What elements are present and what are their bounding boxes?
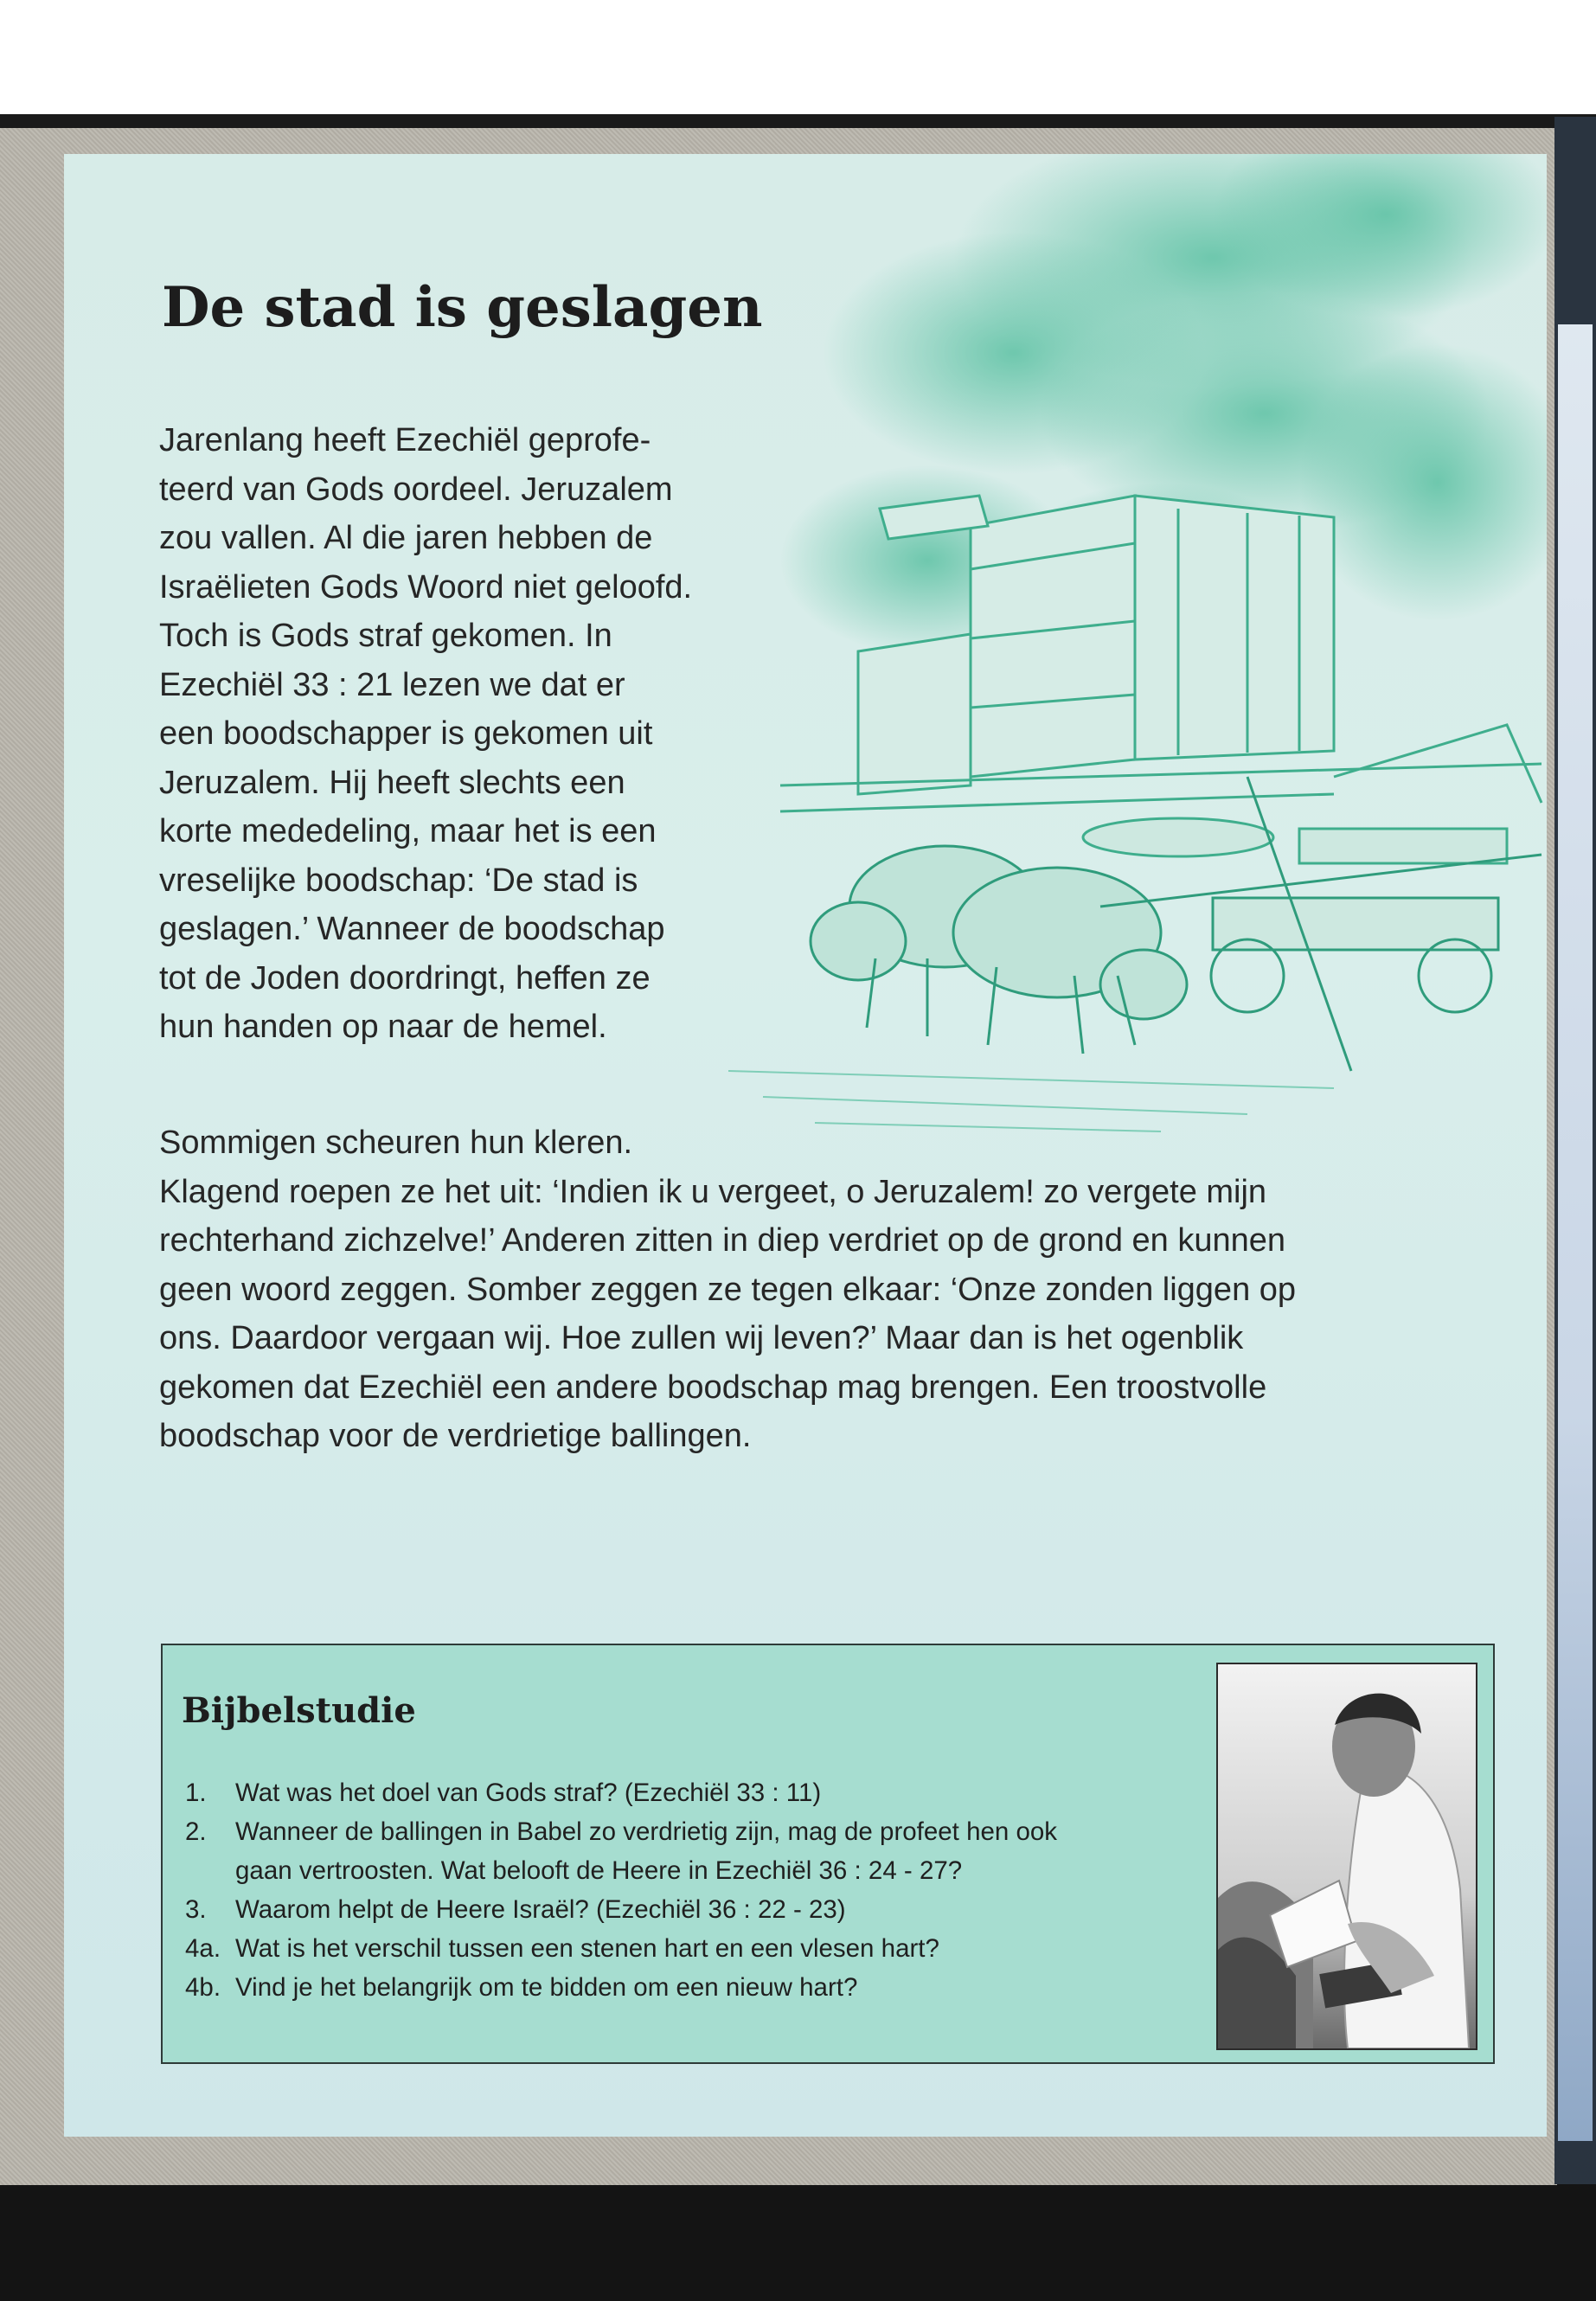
study-question — [185, 1812, 1215, 1890]
text-line: Sommigen scheuren hun kleren. — [159, 1125, 633, 1161]
bible-study-box — [161, 1644, 1495, 2064]
text-line: ons. Daardoor vergaan wij. Hoe zullen wij leven?’ Maar dan is het ogenblik — [159, 1320, 1244, 1356]
study-question — [185, 1929, 1215, 1968]
text-line: teerd van Gods oordeel. Jeruzalem — [159, 471, 673, 508]
question-number: 4b. — [185, 1973, 221, 2002]
jerusalem-ruins-illustration — [728, 154, 1547, 1149]
question-number: 1. — [185, 1779, 207, 1807]
study-question — [185, 1968, 1215, 2007]
text-line: geen woord zeggen. Somber zeggen ze tegen elkaar: ‘Onze zonden liggen op — [159, 1271, 1297, 1308]
second-paragraph — [159, 1118, 1457, 1461]
text-line: Jeruzalem. Hij heeft slechts een — [159, 764, 625, 801]
question-number: 3. — [185, 1895, 207, 1924]
text-line: korte mededeling, maar het is een — [159, 813, 657, 849]
book-page — [64, 154, 1547, 2137]
text-line: Israëlieten Gods Woord niet geloofd. — [159, 568, 693, 606]
reading-boy-photo — [1216, 1663, 1477, 2050]
question-text: Wanneer de ballingen in Babel zo verdrietig zijn, mag de profeet hen ook — [235, 1817, 1058, 1846]
text-line: rechterhand zichzelve!’ Anderen zitten in diep verdriet op de grond en kunnen — [159, 1222, 1286, 1259]
text-line: tot de Joden doordringt, heffen ze — [159, 959, 651, 997]
study-questions — [185, 1773, 1215, 2007]
page-title: De stad is geslagen — [162, 275, 763, 340]
text-line: gekomen dat Ezechiël een andere boodschap mag brengen. Een troostvolle — [159, 1368, 1267, 1406]
question-text: Wat was het doel van Gods straf? (Ezechiël 33 : 11) — [235, 1779, 822, 1807]
text-line: zou vallen. Al die jaren hebben de — [159, 520, 653, 556]
scan-edge-bottom — [0, 2182, 1596, 2301]
adjacent-page-strip — [1558, 324, 1593, 2141]
text-line: een boodschapper is gekomen uit — [159, 715, 653, 752]
question-number: 2. — [185, 1817, 207, 1846]
intro-paragraph — [159, 416, 765, 1052]
question-text: Waarom helpt de Heere Israël? (Ezechiël 36 : 22 - 23) — [235, 1895, 846, 1924]
text-line: geslagen.’ Wanneer de boodschap — [159, 911, 665, 947]
question-text: Vind je het belangrijk om te bidden om een nieuw hart? — [235, 1973, 858, 2002]
text-line: Klagend roepen ze het uit: ‘Indien ik u vergeet, o Jeruzalem! zo vergete mijn — [159, 1173, 1267, 1210]
study-question — [185, 1773, 1215, 1812]
scan-margin-top — [0, 0, 1596, 117]
study-title: Bijbelstudie — [182, 1690, 416, 1731]
adjacent-page-edge — [1554, 117, 1596, 2184]
text-line: Toch is Gods straf gekomen. In — [159, 618, 612, 654]
study-question — [185, 1890, 1215, 1929]
text-line: hun handen op naar de hemel. — [159, 1009, 607, 1045]
text-line: Ezechiël 33 : 21 lezen we dat er — [159, 666, 625, 703]
text-line: boodschap voor de verdrietige ballingen. — [159, 1418, 752, 1454]
text-line: vreselijke boodschap: ‘De stad is — [159, 862, 638, 899]
question-number: 4a. — [185, 1934, 221, 1963]
question-text: gaan vertroosten. Wat belooft de Heere in Ezechiël 36 : 24 - 27? — [235, 1856, 963, 1885]
text-line: Jarenlang heeft Ezechiël geprofe- — [159, 422, 651, 458]
question-text: Wat is het verschil tussen een stenen hart en een vlesen hart? — [235, 1934, 939, 1963]
